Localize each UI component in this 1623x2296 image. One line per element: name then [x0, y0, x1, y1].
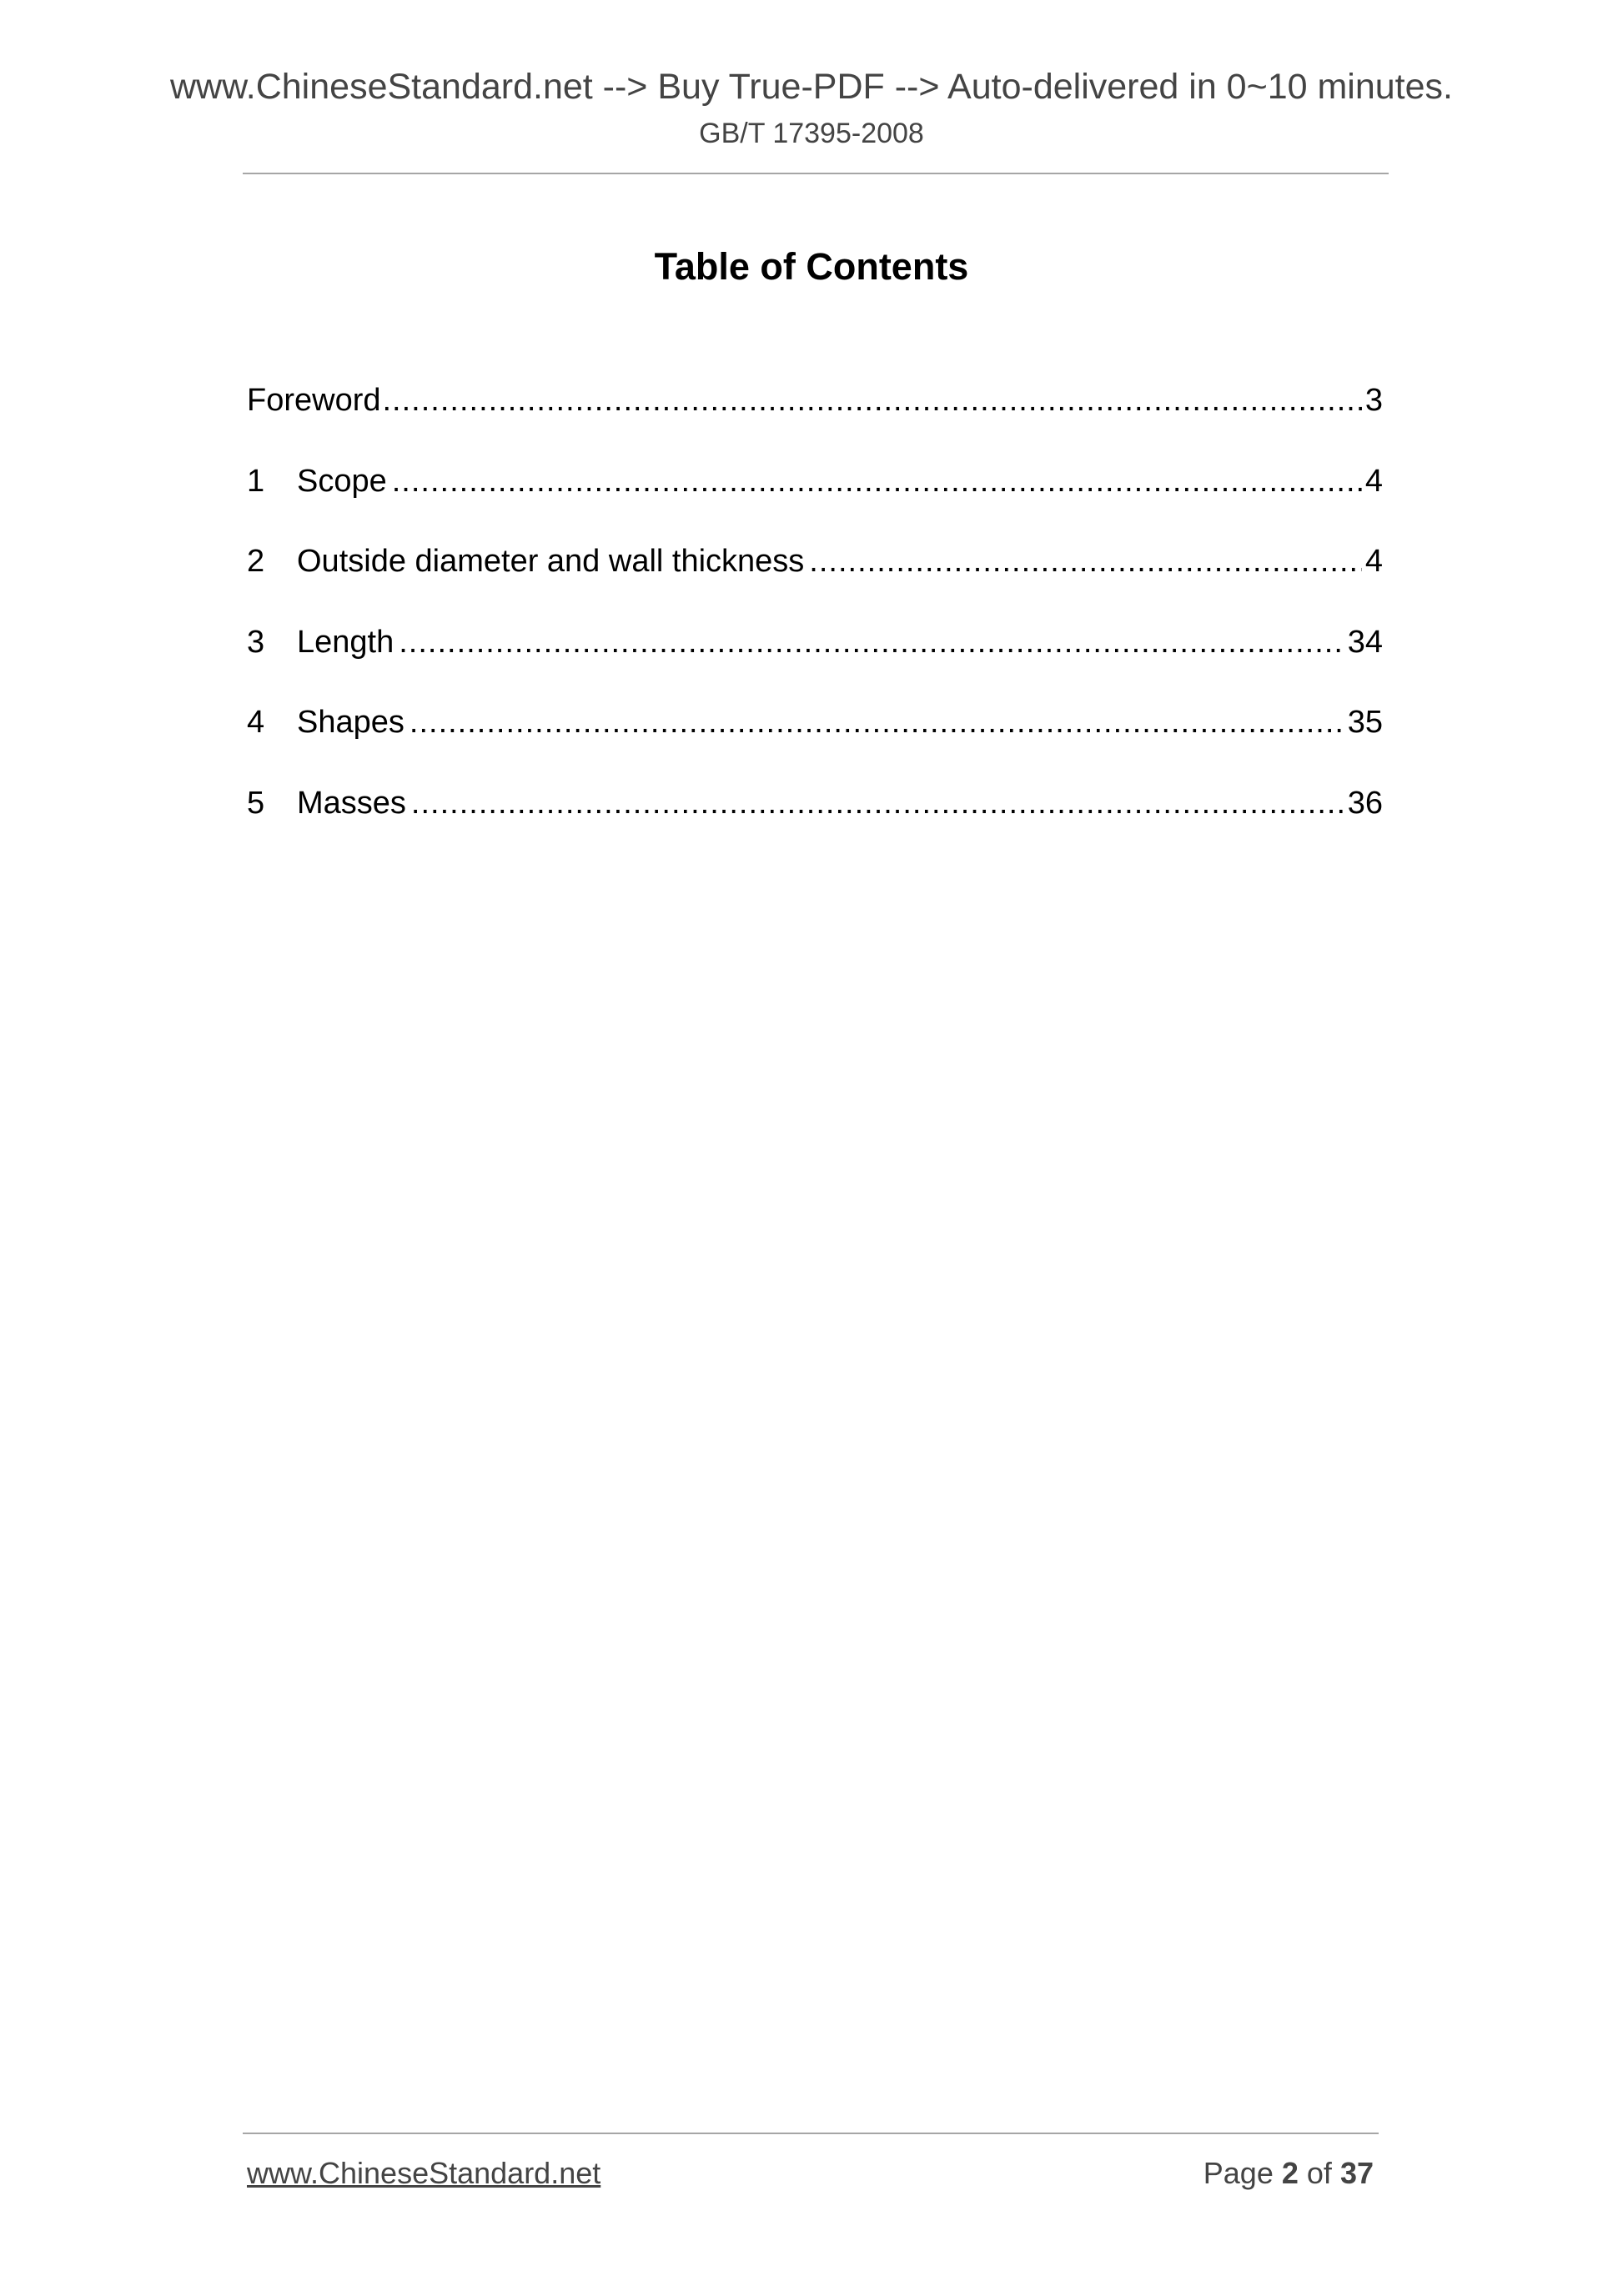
standard-code: GB/T 17395-2008	[699, 118, 924, 149]
toc-entry-number: 5	[247, 785, 265, 821]
toc-entry-page: 4	[1364, 544, 1383, 579]
header-banner: www.ChineseStandard.net --> Buy True-PDF --> Auto-delivered in 0~10 minutes.	[169, 67, 1453, 107]
toc-entry-title: Shapes	[297, 705, 404, 740]
toc-dot-leader	[411, 778, 1344, 828]
toc-entry-title: Length	[297, 624, 394, 660]
toc-entry-page: 3	[1364, 383, 1383, 418]
page-total: 37	[1339, 2156, 1374, 2190]
toc-title: Table of Contents	[654, 245, 969, 288]
page-indicator	[1203, 2153, 1374, 2193]
page-prefix: Page	[1203, 2156, 1274, 2190]
toc-entry-foreword[interactable]	[247, 375, 1383, 456]
toc-entry-page: 36	[1347, 785, 1383, 821]
toc-entry-title: Masses	[297, 785, 406, 821]
toc-entry-number: 3	[247, 624, 265, 660]
toc-dot-leader	[392, 456, 1362, 506]
toc-entry-scope[interactable]	[247, 456, 1383, 537]
toc-dot-leader	[410, 697, 1344, 747]
toc-entry-number: 1	[247, 463, 265, 499]
toc-dot-leader	[399, 617, 1344, 667]
toc-entry-page: 34	[1347, 624, 1383, 660]
page-current: 2	[1281, 2156, 1299, 2190]
footer-website-link[interactable]: www.ChineseStandard.net	[247, 2156, 601, 2190]
toc-entry-masses[interactable]	[247, 778, 1383, 859]
header-divider	[243, 173, 1389, 174]
toc-entry-title: Scope	[297, 463, 387, 499]
toc-entry-title: Outside diameter and wall thickness	[297, 544, 805, 579]
toc-entry-title: Foreword	[247, 383, 381, 418]
toc-dot-leader	[383, 375, 1362, 425]
toc-entry-shapes[interactable]	[247, 697, 1383, 778]
toc-list	[247, 375, 1383, 858]
toc-entry-page: 4	[1364, 463, 1383, 499]
page-separator: of	[1306, 2156, 1332, 2190]
toc-entry-number: 4	[247, 705, 265, 740]
toc-entry-page: 35	[1347, 705, 1383, 740]
toc-entry-length[interactable]	[247, 617, 1383, 698]
toc-entry-outside-diameter[interactable]	[247, 536, 1383, 617]
toc-dot-leader	[809, 536, 1362, 586]
footer-divider	[243, 2133, 1379, 2134]
toc-entry-number: 2	[247, 544, 265, 579]
